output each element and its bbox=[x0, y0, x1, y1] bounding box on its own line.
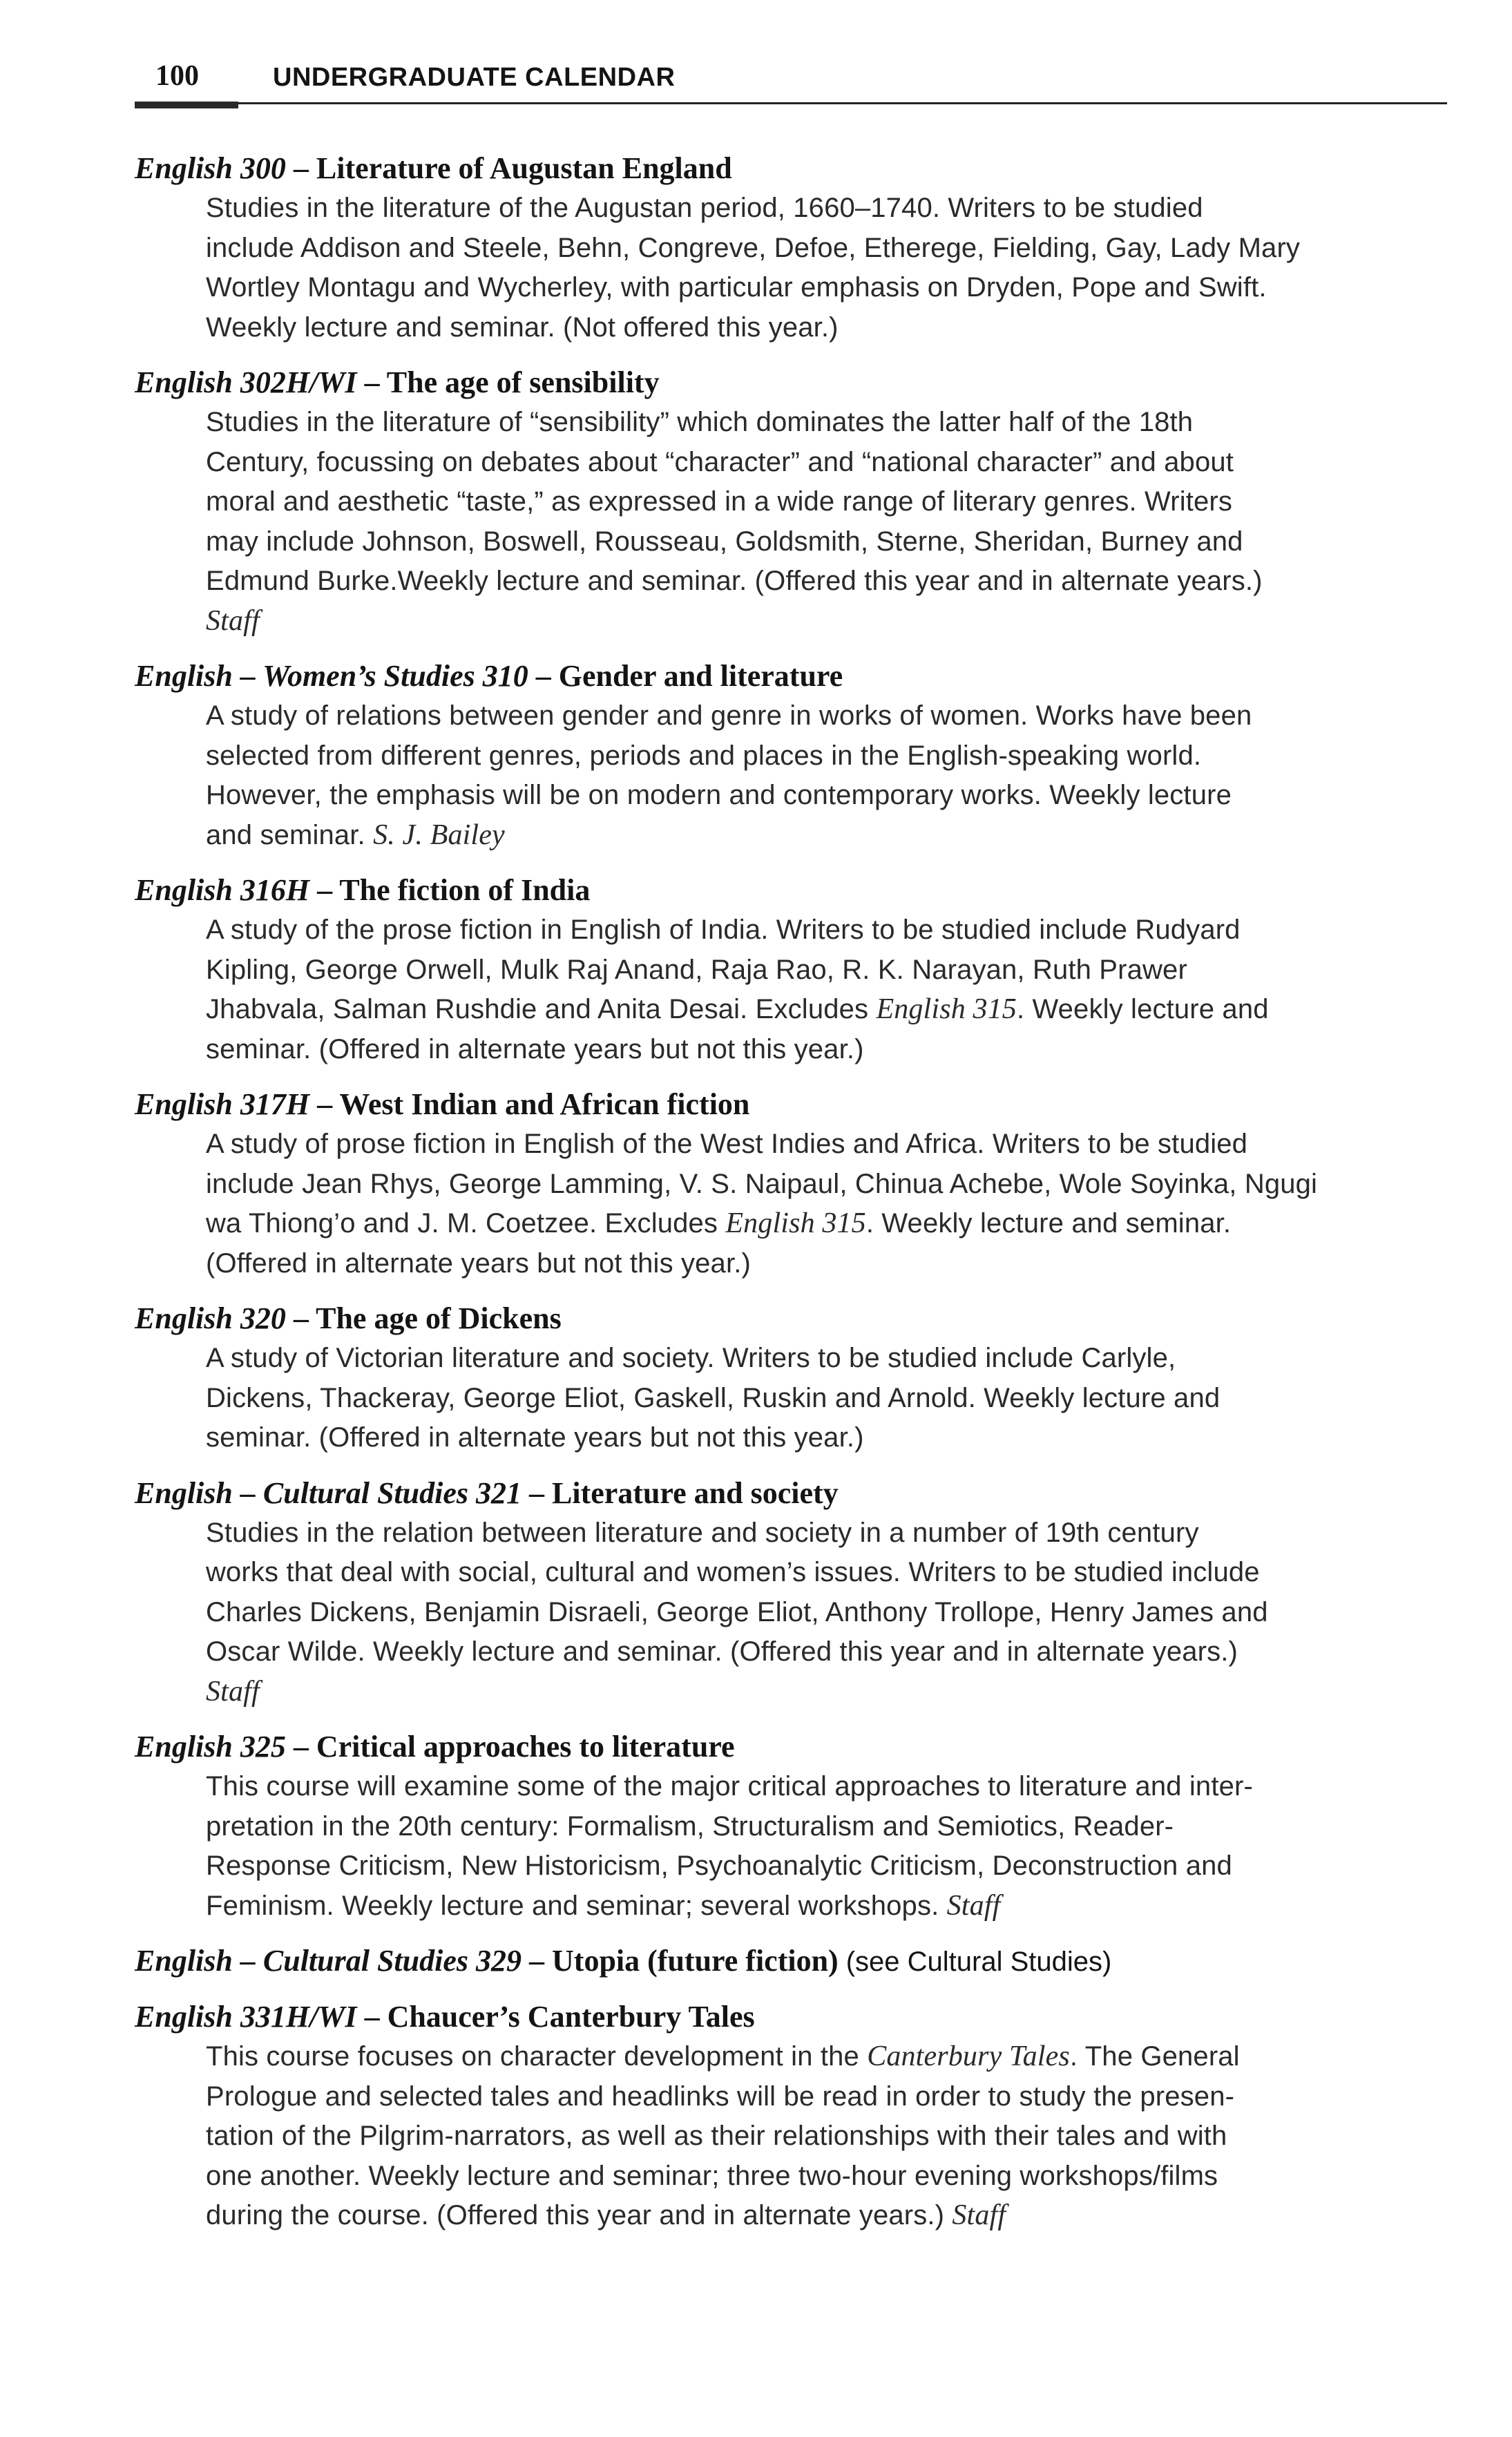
course-code: English bbox=[135, 1475, 233, 1510]
page-header bbox=[135, 57, 1447, 98]
description-line: (Offered in alternate years but not this year.) bbox=[206, 1248, 751, 1279]
description-line: may include Johnson, Boswell, Rousseau, Goldsmith, Sterne, Sheridan, Burney and bbox=[206, 526, 1243, 557]
description-line: one another. Weekly lecture and seminar; three two-hour evening workshops/films bbox=[206, 2160, 1218, 2191]
course-entry-english-331 bbox=[135, 1997, 1447, 2236]
description-text: wa Thiong’o and J. M. Coetzee. Excludes bbox=[206, 1208, 718, 1239]
cross-listed-code: Cultural Studies 329 bbox=[262, 1944, 522, 1978]
course-code: English 331H/WI bbox=[135, 2000, 357, 2034]
running-title: UNDERGRADUATE CALENDAR bbox=[273, 63, 676, 92]
course-title: Literature and society bbox=[552, 1475, 839, 1510]
description-line: include Jean Rhys, George Lamming, V. S. Naipaul, Chinua Achebe, Wole Soyinka, Ngugi bbox=[206, 1168, 1318, 1199]
course-description bbox=[135, 403, 1447, 641]
course-description bbox=[135, 1125, 1447, 1283]
course-description bbox=[135, 1767, 1447, 1926]
excluded-course-ref: English 315 bbox=[725, 1207, 866, 1239]
course-code: English 302H/WI bbox=[135, 365, 357, 399]
course-heading: English 331H/WI – Chaucer’s Canterbury Tales bbox=[135, 2000, 755, 2034]
course-code: English 320 bbox=[135, 1301, 286, 1335]
course-heading: English 300 – Literature of Augustan England bbox=[135, 151, 732, 185]
description-line: However, the emphasis will be on modern and contemporary works. Weekly lecture bbox=[206, 780, 1232, 810]
course-heading: English 317H – West Indian and African fiction bbox=[135, 1087, 750, 1121]
description-line: seminar. (Offered in alternate years but not this year.) bbox=[206, 1422, 864, 1453]
header-rule-accent bbox=[135, 102, 238, 108]
description-line: selected from different genres, periods and places in the English-speaking world. bbox=[206, 740, 1202, 771]
course-description bbox=[135, 189, 1447, 347]
cross-reference: (see Cultural Studies) bbox=[845, 1947, 1112, 1977]
course-title: Utopia (future fiction) bbox=[552, 1944, 839, 1978]
description-line: include Addison and Steele, Behn, Congreve, Defoe, Etherege, Fielding, Gay, Lady Mary bbox=[206, 232, 1301, 263]
course-description bbox=[135, 1339, 1447, 1458]
description-text: This course focuses on character development in the bbox=[206, 2041, 859, 2072]
instructor-name: Staff bbox=[206, 604, 260, 637]
description-line: Weekly lecture and seminar. (Not offered this year.) bbox=[206, 312, 839, 343]
page-number: 100 bbox=[155, 60, 199, 92]
description-text: Jhabvala, Salman Rushdie and Anita Desai. Excludes bbox=[206, 994, 869, 1024]
instructor-name: S. J. Bailey bbox=[373, 819, 505, 851]
description-line: and seminar. bbox=[206, 819, 365, 850]
course-description bbox=[135, 2037, 1447, 2236]
description-line: Edmund Burke.Weekly lecture and seminar. (Offered this year and in alternate years.) bbox=[206, 566, 1263, 596]
course-title: Chaucer’s Canterbury Tales bbox=[387, 2000, 755, 2034]
course-code: English 317H bbox=[135, 1087, 310, 1121]
course-title: West Indian and African fiction bbox=[339, 1087, 750, 1121]
description-line: Prologue and selected tales and headlinks will be read in order to study the presen- bbox=[206, 2081, 1235, 2112]
course-code: English bbox=[135, 659, 233, 693]
description-line: Wortley Montagu and Wycherley, with particular emphasis on Dryden, Pope and Swift. bbox=[206, 272, 1267, 303]
course-heading: English 325 – Critical approaches to literature bbox=[135, 1730, 735, 1764]
course-entry-english-300 bbox=[135, 149, 1447, 347]
course-code: English 325 bbox=[135, 1730, 286, 1764]
description-line: A study of relations between gender and genre in works of women. Works have been bbox=[206, 700, 1252, 731]
instructor-name: Staff bbox=[206, 1675, 260, 1708]
course-title: Literature of Augustan England bbox=[316, 151, 732, 185]
description-line: Charles Dickens, Benjamin Disraeli, George Eliot, Anthony Trollope, Henry James and bbox=[206, 1596, 1268, 1627]
course-heading: English – Cultural Studies 329 – Utopia (future fiction) (see Cultural Studies) bbox=[135, 1944, 1112, 1978]
course-entry-english-317 bbox=[135, 1084, 1447, 1283]
description-line: pretation in the 20th century: Formalism, Structuralism and Semiotics, Reader- bbox=[206, 1810, 1174, 1842]
course-entry-english-302 bbox=[135, 363, 1447, 641]
course-heading: English 302H/WI – The age of sensibility bbox=[135, 365, 660, 399]
description-text: . The General bbox=[1069, 2041, 1240, 2072]
description-line: Feminism. Weekly lecture and seminar; several workshops. bbox=[206, 1890, 939, 1921]
description-line: Kipling, George Orwell, Mulk Raj Anand, Raja Rao, R. K. Narayan, Ruth Prawer bbox=[206, 954, 1187, 985]
description-line: Studies in the literature of “sensibility” which dominates the latter half of the 18th bbox=[206, 407, 1194, 437]
course-entry-english-325 bbox=[135, 1727, 1447, 1926]
course-list bbox=[135, 149, 1447, 2251]
description-line: Studies in the literature of the Augustan period, 1660–1740. Writers to be studied bbox=[206, 193, 1203, 223]
course-title: The age of Dickens bbox=[316, 1301, 562, 1335]
course-entry-english-womens-studies-310 bbox=[135, 656, 1447, 855]
description-line: seminar. (Offered in alternate years but not this year.) bbox=[206, 1033, 864, 1064]
excluded-course-ref: English 315 bbox=[876, 993, 1017, 1025]
description-line: tation of the Pilgrim-narrators, as well as their relationships with their tales and with bbox=[206, 2121, 1227, 2151]
course-title: The age of sensibility bbox=[386, 365, 660, 399]
description-line: A study of Victorian literature and society. Writers to be studied include Carlyle, bbox=[206, 1343, 1176, 1373]
course-title: Critical approaches to literature bbox=[316, 1730, 735, 1764]
description-line: works that deal with social, cultural and women’s issues. Writers to be studied include bbox=[206, 1557, 1260, 1587]
description-line: Oscar Wilde. Weekly lecture and seminar. (Offered this year and in alternate years.) bbox=[206, 1636, 1238, 1667]
description-line: Dickens, Thackeray, George Eliot, Gaskell, Ruskin and Arnold. Weekly lecture and bbox=[206, 1382, 1221, 1413]
header-rule bbox=[135, 102, 1447, 104]
course-code: English 316H bbox=[135, 873, 310, 907]
course-code: English 300 bbox=[135, 151, 286, 185]
course-description bbox=[135, 696, 1447, 855]
course-description bbox=[135, 910, 1447, 1069]
description-line: during the course. (Offered this year and in alternate years.) bbox=[206, 2200, 945, 2230]
course-heading: English – Women’s Studies 310 – Gender and literature bbox=[135, 659, 843, 693]
description-line: Century, focussing on debates about “character” and “national character” and about bbox=[206, 446, 1234, 477]
course-entry-english-cultural-studies-321 bbox=[135, 1473, 1447, 1712]
course-entry-english-cultural-studies-329 bbox=[135, 1941, 1447, 1982]
course-entry-english-320 bbox=[135, 1299, 1447, 1458]
description-line: moral and aesthetic “taste,” as expressed in a wide range of literary genres. Writers bbox=[206, 486, 1233, 517]
instructor-name: Staff bbox=[946, 1889, 1001, 1922]
course-title: The fiction of India bbox=[339, 873, 591, 907]
description-line: A study of prose fiction in English of the West Indies and Africa. Writers to be studied bbox=[206, 1129, 1248, 1159]
course-heading: English 320 – The age of Dickens bbox=[135, 1301, 562, 1335]
description-line: A study of the prose fiction in English of India. Writers to be studied include Rudyard bbox=[206, 915, 1241, 945]
course-description bbox=[135, 1513, 1447, 1712]
instructor-name: Staff bbox=[952, 2199, 1006, 2231]
description-text: . Weekly lecture and bbox=[1016, 994, 1269, 1024]
course-entry-english-316 bbox=[135, 870, 1447, 1069]
course-title: Gender and literature bbox=[558, 659, 843, 693]
description-text: . Weekly lecture and seminar. bbox=[865, 1208, 1232, 1239]
work-title-ref: Canterbury Tales bbox=[867, 2041, 1070, 2072]
description-line: Response Criticism, New Historicism, Psychoanalytic Criticism, Deconstruction and bbox=[206, 1851, 1232, 1881]
course-heading: English 316H – The fiction of India bbox=[135, 873, 591, 907]
cross-listed-code: Women’s Studies 310 bbox=[262, 659, 528, 693]
course-code: English bbox=[135, 1944, 233, 1978]
description-line: Studies in the relation between literature and society in a number of 19th century bbox=[206, 1517, 1199, 1548]
course-heading: English – Cultural Studies 321 – Literature and society bbox=[135, 1475, 839, 1510]
description-line: This course will examine some of the major critical approaches to literature and inter- bbox=[206, 1771, 1253, 1802]
cross-listed-code: Cultural Studies 321 bbox=[262, 1475, 522, 1510]
